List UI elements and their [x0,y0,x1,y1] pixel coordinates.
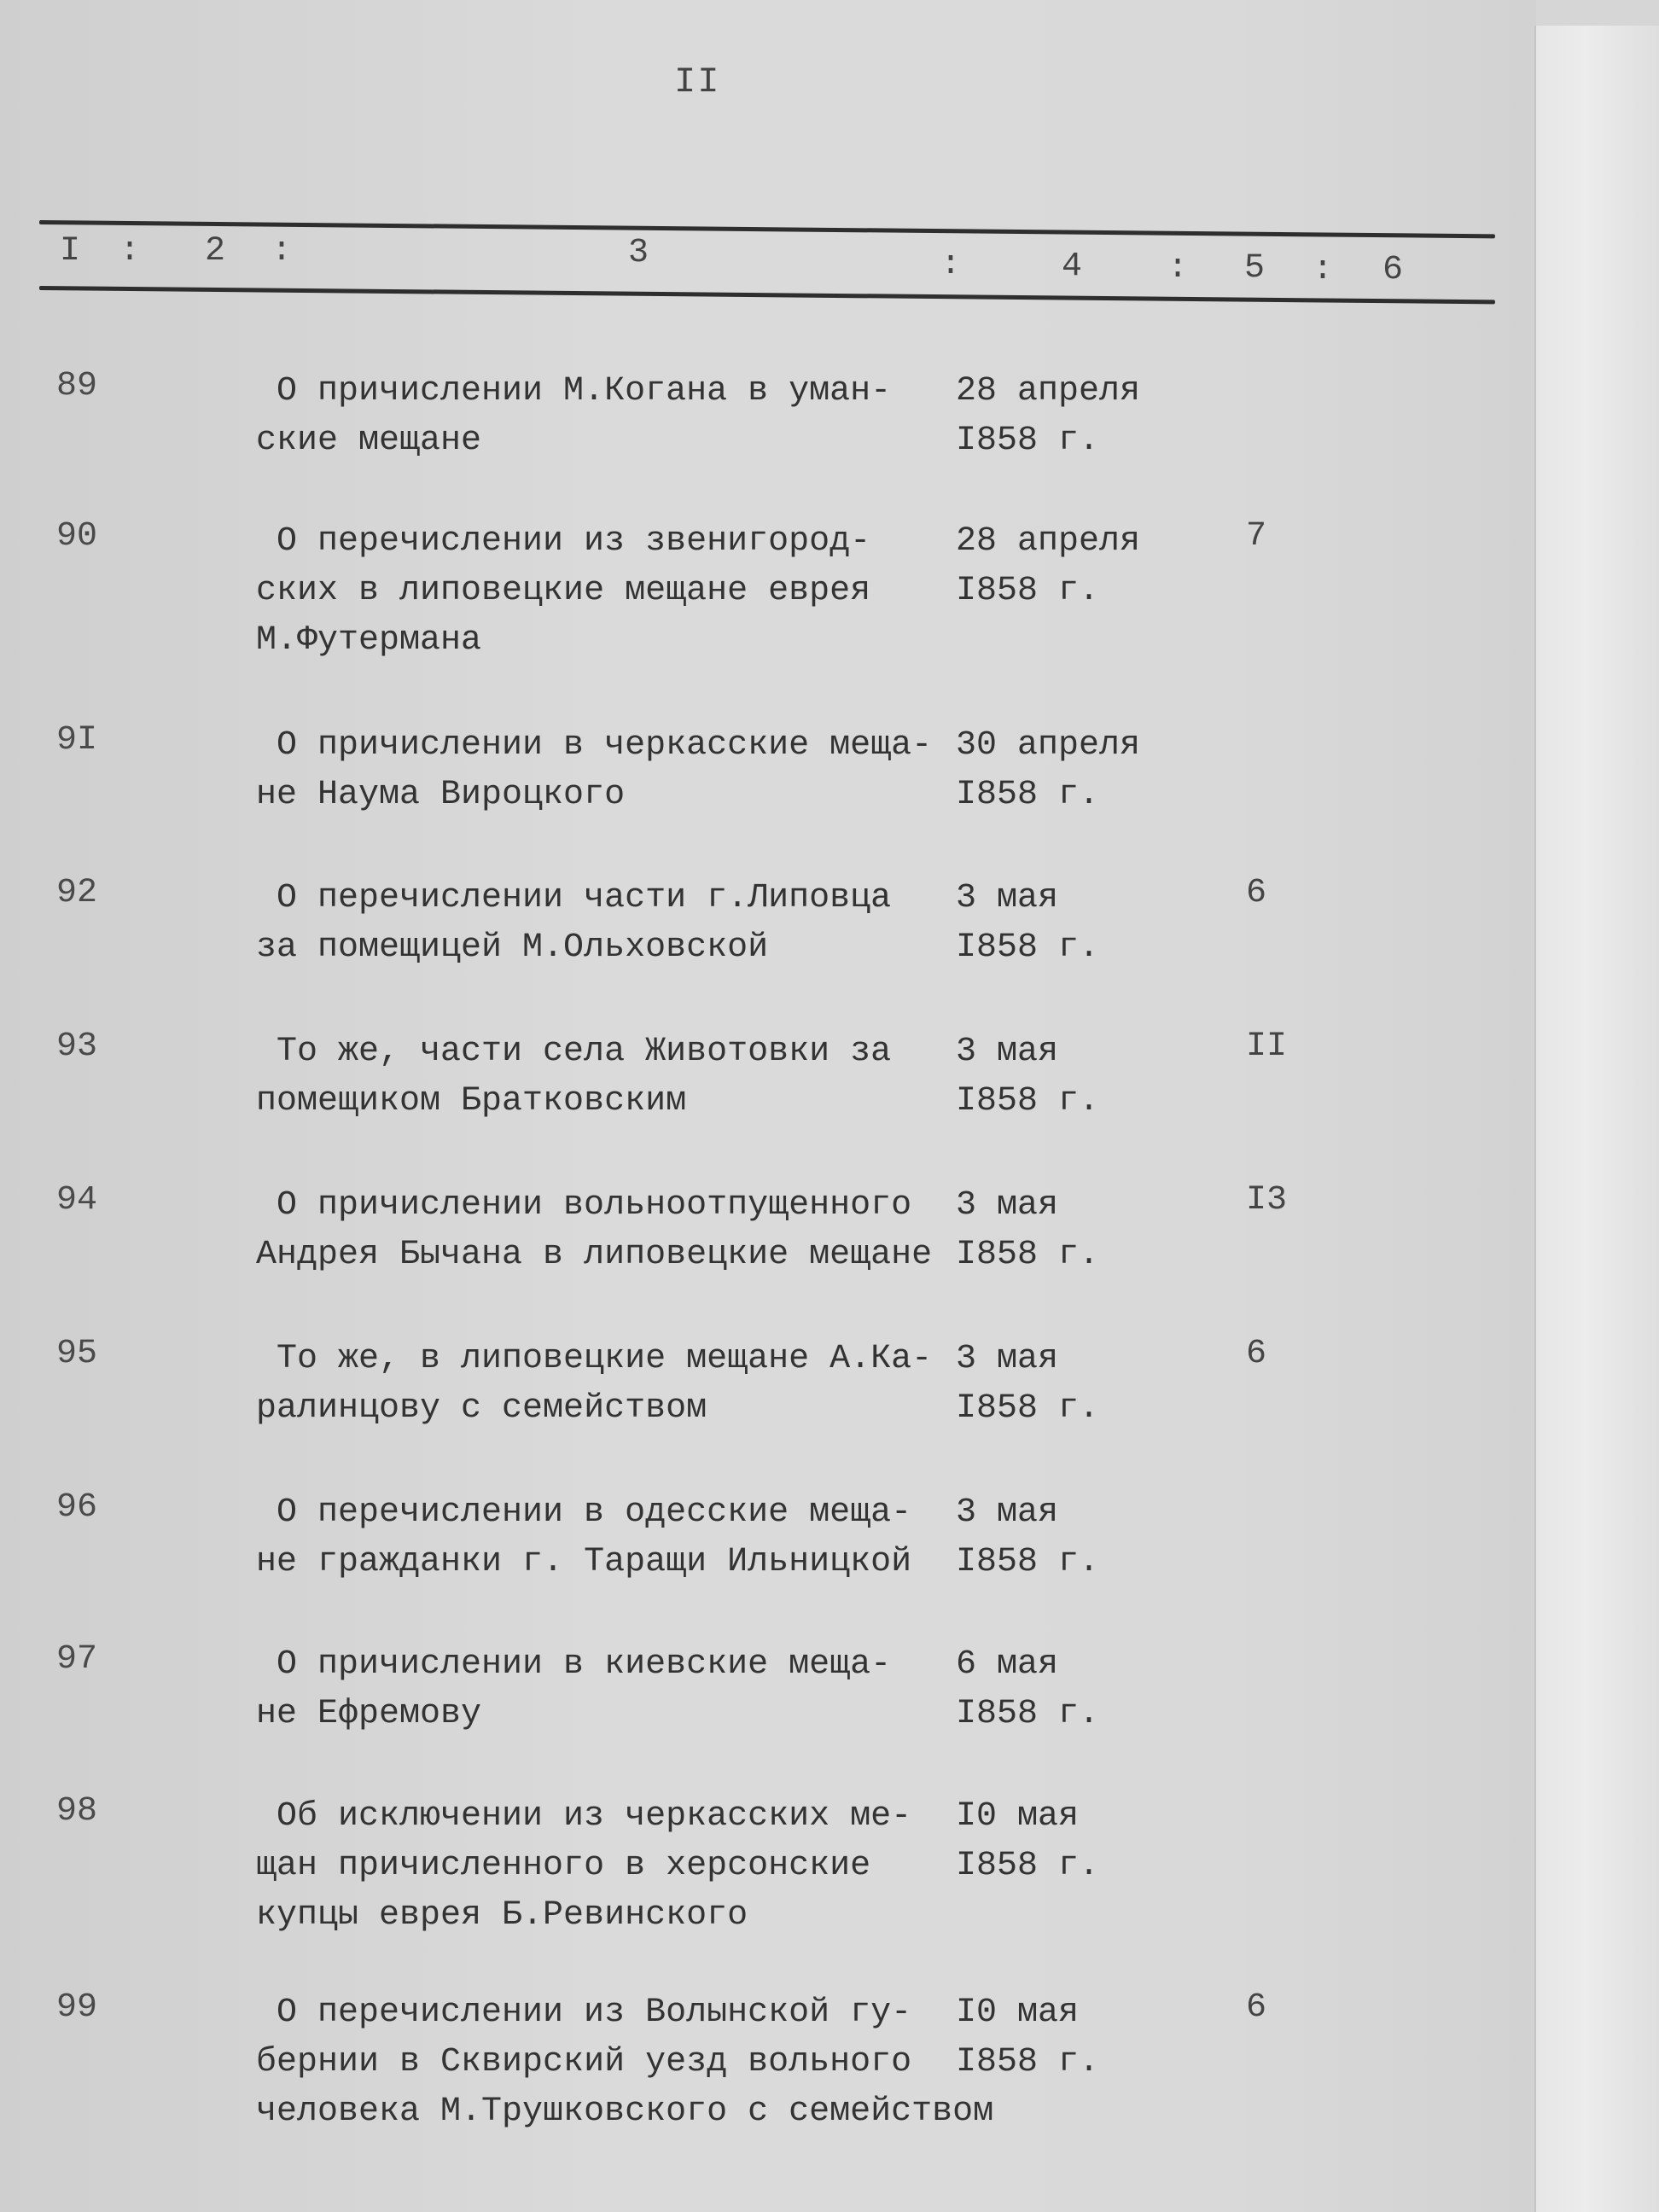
entry-number: 93 [56,1027,98,1066]
header-rule-bottom [39,286,1495,304]
entry-description [256,1181,932,1280]
date-line: I0 мая [956,1994,1080,2032]
header-rule-top [39,220,1495,238]
date-line: 28 апреля [956,522,1141,561]
description-line: бернии в Сквирский уезд вольного [256,2043,912,2081]
date-line: 3 мая [956,1493,1059,1532]
entry-number: 94 [56,1181,98,1220]
column-separator: : [1313,251,1334,289]
column-header-3: 3 [628,234,649,272]
date-line: 3 мая [956,1033,1059,1071]
column-separator: : [271,232,293,271]
sheet-count: II [1246,1027,1288,1066]
entry-number: 92 [56,874,98,912]
description-line: за помещицей М.Ольховской [256,928,769,967]
sheet-count: 6 [1246,1335,1267,1373]
page-number: II [674,61,721,102]
description-line: О перечислении из звенигород- [276,522,871,561]
description-line: О перечислении части г.Липовца [276,879,892,917]
entry-number: 99 [56,1988,98,2027]
description-line: не Наума Вироцкого [256,776,626,814]
column-header-4: 4 [1062,247,1083,286]
column-separator: : [1167,249,1189,288]
entry-description [256,1988,993,2137]
entry-number: 89 [56,367,98,405]
date-line: I858 г. [956,1082,1100,1121]
description-line: О причислении вольноотпущенного [276,1186,912,1225]
description-line: человека М.Трушковского с семейством [256,2093,994,2131]
description-line: О причислении в черкасские меща- [276,726,933,765]
description-line: не гражданки г. Таращи Ильницкой [256,1543,912,1581]
description-line: О перечислении в одесские меща- [276,1493,912,1532]
description-line: М.Футермана [256,621,482,660]
entry-description [256,1488,911,1587]
description-line: Андрея Бычана в липовецкие мещане [256,1236,933,1274]
sheet-count: I3 [1246,1181,1288,1220]
date-line: 3 мая [956,1340,1059,1378]
sheet-count: 7 [1246,517,1267,556]
date-line: I858 г. [956,1847,1100,1885]
underlying-page-edge [1534,26,1659,2212]
entry-date [956,1027,1099,1126]
sheet-count: 6 [1246,1988,1267,2027]
description-line: О причислении в киевские меща- [276,1645,892,1684]
entry-date [956,1181,1099,1280]
sheet-count: 6 [1246,874,1267,912]
entry-date [956,367,1140,466]
description-line: О перечислении из Волынской гу- [276,1994,912,2032]
column-header-2: 2 [205,232,226,271]
column-header-5: 5 [1244,249,1266,288]
date-line: I858 г. [956,1543,1100,1581]
column-separator: : [940,246,962,284]
column-separator: : [119,232,141,271]
entry-date [956,874,1099,973]
date-line: 30 апреля [956,726,1141,765]
description-line: ралинцову с семейством [256,1389,707,1428]
entry-description [256,367,891,466]
entry-date [956,1988,1099,2087]
entry-number: 98 [56,1792,98,1831]
entry-description [256,874,891,973]
entry-number: 96 [56,1488,98,1527]
description-line: купцы еврея Б.Ревинского [256,1896,748,1935]
description-line: помещиком Братковским [256,1082,687,1121]
description-line: То же, в липовецкие мещане А.Ка- [276,1340,933,1378]
entry-number: 9I [56,721,98,760]
description-line: Об исключении из черкасских ме- [276,1797,912,1836]
description-line: О причислении М.Когана в уман- [276,372,892,410]
column-header-1: I [60,232,81,271]
entry-number: 90 [56,517,98,556]
description-line: ских в липовецкие мещане еврея [256,572,871,610]
entry-date [956,517,1140,616]
entry-date [956,1335,1099,1434]
entry-number: 97 [56,1640,98,1679]
description-line: щан причисленного в херсонские [256,1847,871,1885]
date-line: I858 г. [956,1389,1100,1428]
entry-description [256,1335,932,1434]
entry-date [956,721,1140,820]
entry-description [256,1792,911,1941]
date-line: I858 г. [956,422,1100,460]
description-line: То же, части села Животовки за [276,1033,892,1071]
date-line: 3 мая [956,879,1059,917]
date-line: I858 г. [956,572,1100,610]
date-line: 6 мая [956,1645,1059,1684]
description-line: не Ефремову [256,1695,482,1733]
date-line: 3 мая [956,1186,1059,1225]
entry-description [256,1640,891,1739]
entry-date [956,1640,1099,1739]
date-line: I0 мая [956,1797,1080,1836]
date-line: I858 г. [956,776,1100,814]
date-line: 28 апреля [956,372,1141,410]
entry-number: 95 [56,1335,98,1373]
column-header-6: 6 [1382,251,1404,289]
entry-date [956,1488,1099,1587]
entry-description [256,721,932,820]
entry-description [256,517,870,666]
date-line: I858 г. [956,928,1100,967]
entry-description [256,1027,891,1126]
date-line: I858 г. [956,1695,1100,1733]
entry-date [956,1792,1099,1891]
date-line: I858 г. [956,1236,1100,1274]
date-line: I858 г. [956,2043,1100,2081]
description-line: ские мещане [256,422,482,460]
